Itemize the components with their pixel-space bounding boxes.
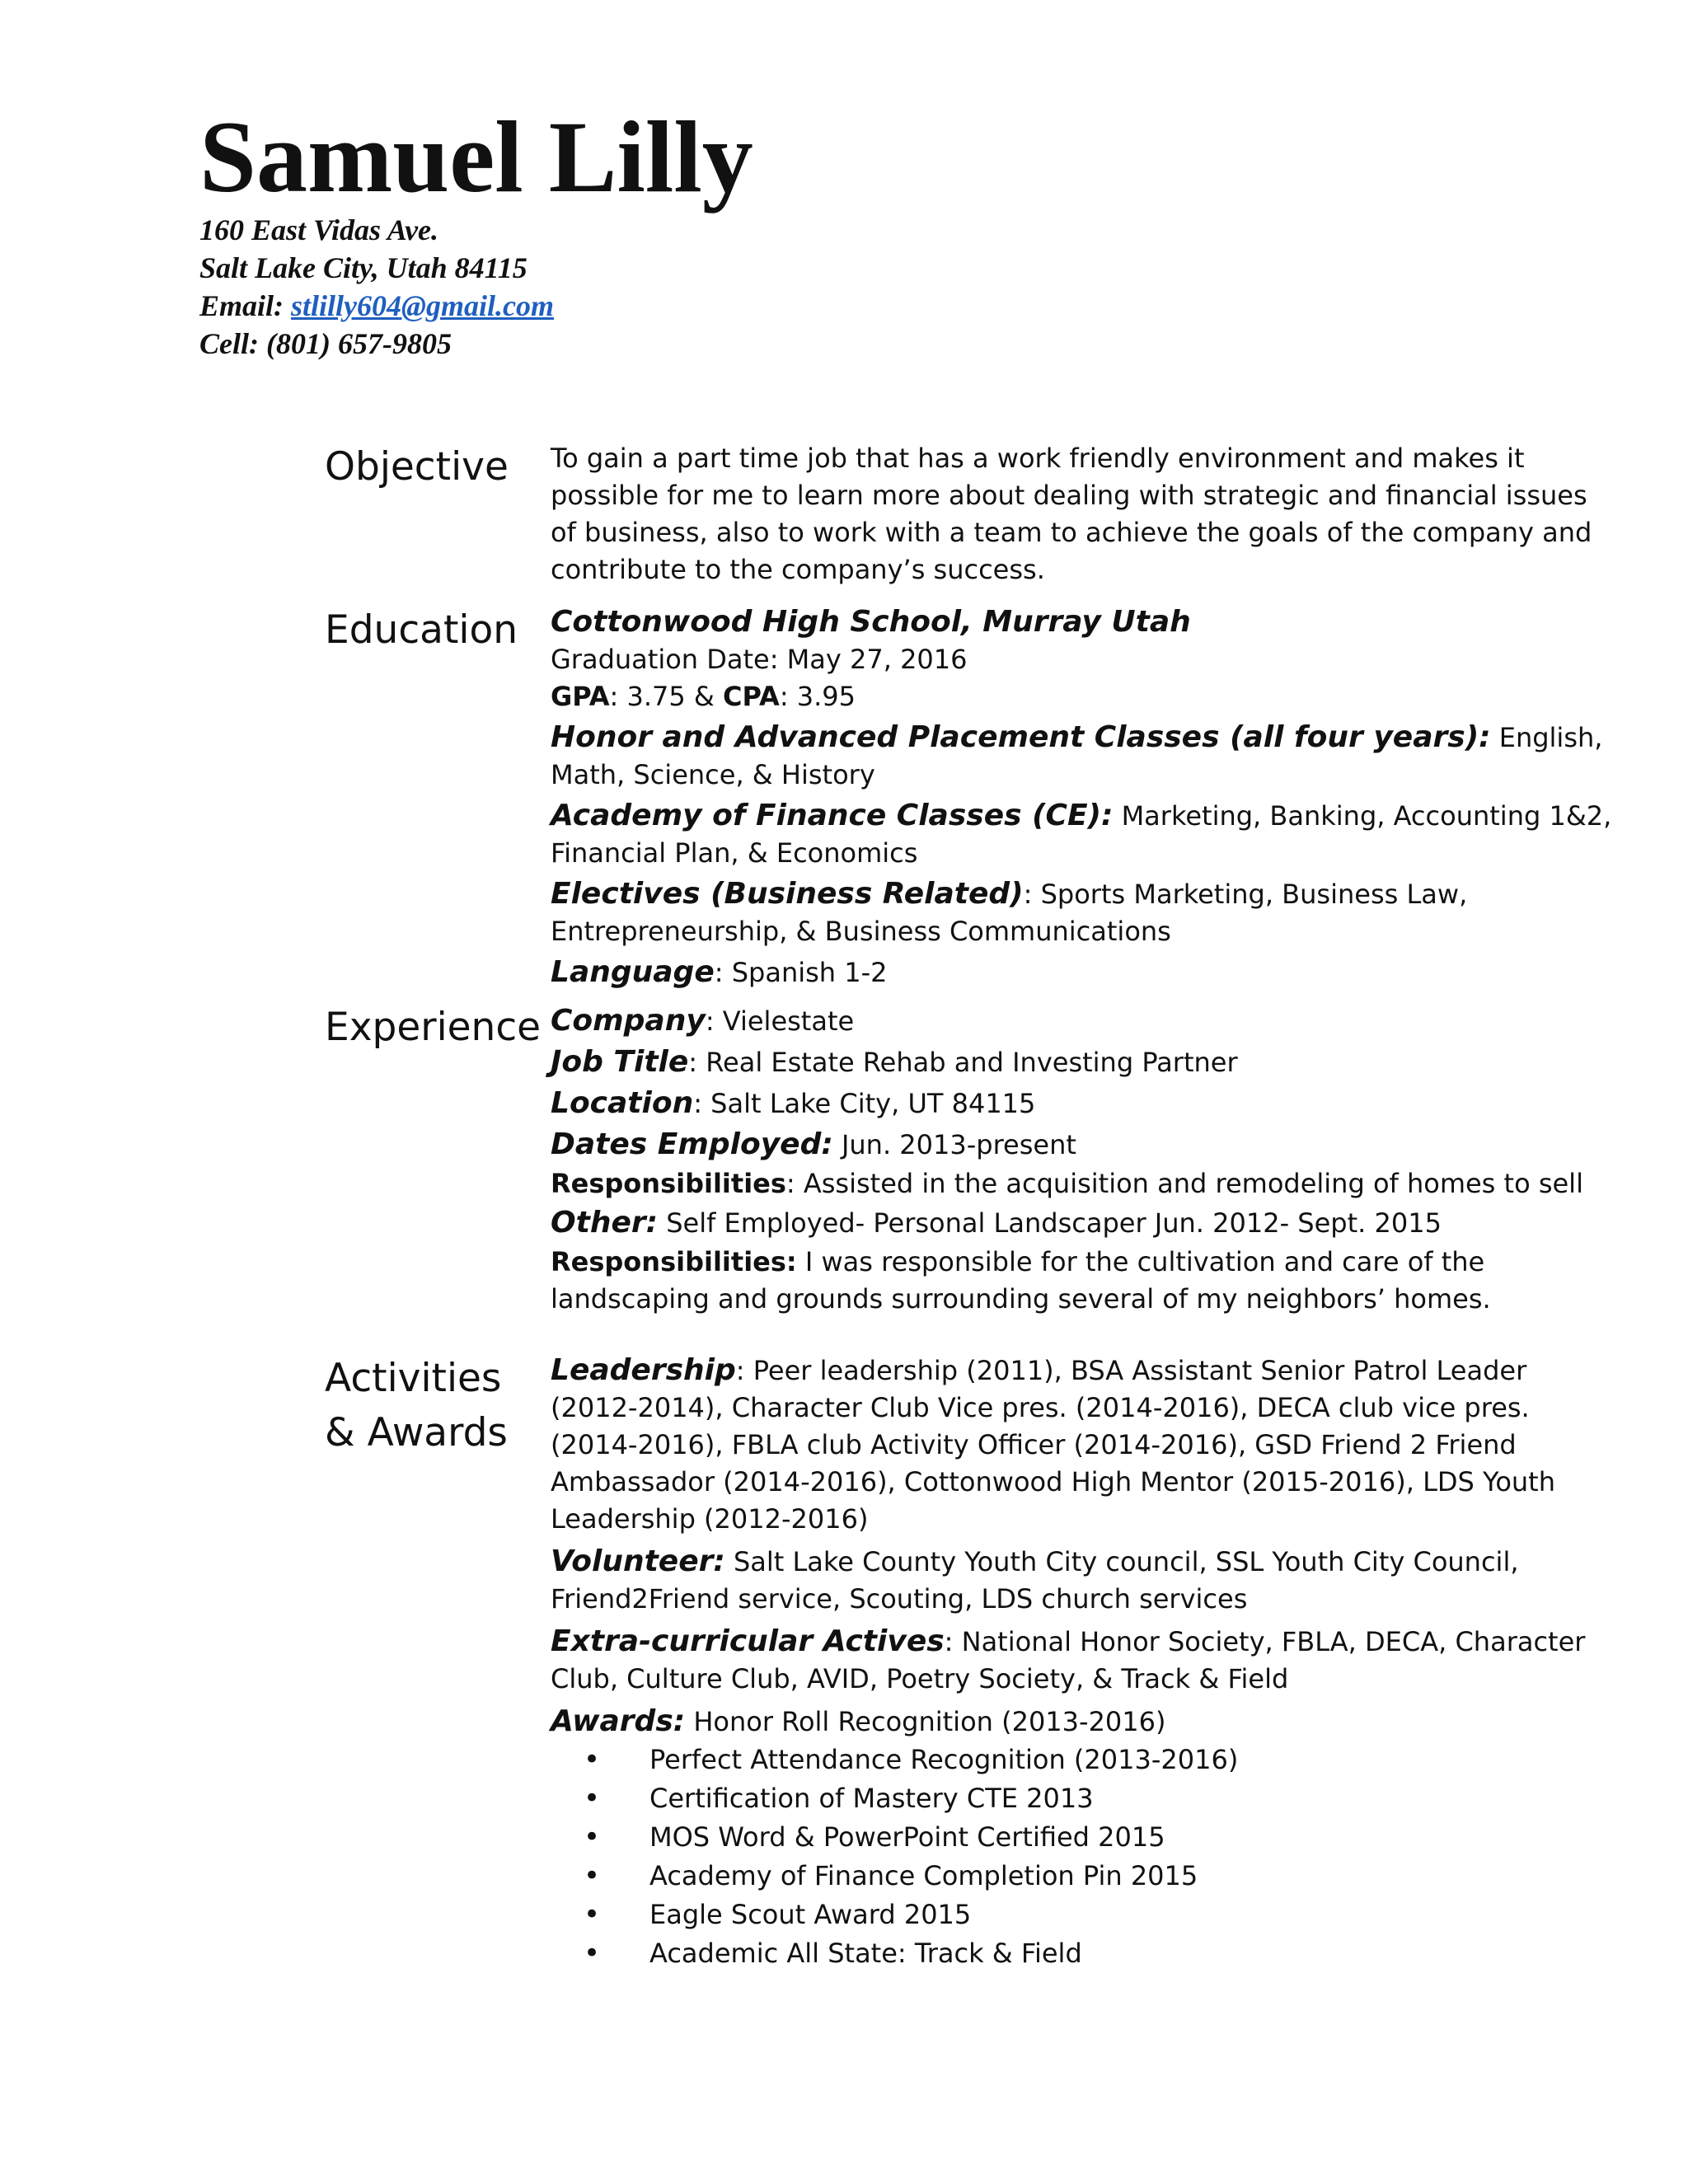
other-line	[551, 1202, 1614, 1244]
award-item: • Perfect Attendance Recognition (2013-2016)	[551, 1741, 1614, 1779]
aof-value: Marketing, Banking, Accounting 1&2, Financial Plan, & Economics	[551, 800, 1612, 869]
responsibilities-2-label: Responsibilities:	[551, 1246, 797, 1277]
extracurricular-value: : National Honor Society, FBLA, DECA, Character Club, Culture Club, AVID, Poetry Society, & Track & Field	[551, 1626, 1586, 1694]
award-item: • Academy of Finance Completion Pin 2015	[551, 1857, 1614, 1896]
education-body	[551, 603, 1614, 991]
electives-line	[551, 875, 1614, 950]
leadership-label: Leadership	[551, 1353, 736, 1387]
jobtitle-value: : Real Estate Rehab and Investing Partner	[688, 1047, 1238, 1078]
award-item: • Certification of Mastery CTE 2013	[551, 1779, 1614, 1818]
section-title-activities-line-2: & Awards	[325, 1410, 508, 1455]
contact-info	[199, 211, 753, 363]
honors-line	[551, 719, 1614, 794]
email-label: Email:	[199, 289, 284, 322]
location-label: Location	[551, 1086, 694, 1120]
section-title-objective: Objective	[325, 444, 509, 490]
cell-line: Cell: (801) 657-9805	[199, 327, 452, 360]
gpa-line	[551, 678, 1614, 715]
applicant-name: Samuel Lilly	[199, 101, 753, 213]
leadership-line	[551, 1352, 1614, 1538]
other-value: Self Employed- Personal Landscaper Jun. 2012- Sept. 2015	[658, 1207, 1442, 1239]
section-title-education: Education	[325, 607, 518, 653]
volunteer-label: Volunteer:	[551, 1544, 725, 1578]
cpa-label: CPA	[723, 681, 780, 712]
award-item: • Academic All State: Track & Field	[551, 1934, 1614, 1973]
dates-label: Dates Employed:	[551, 1127, 833, 1161]
jobtitle-line	[551, 1042, 1614, 1083]
location-line	[551, 1083, 1614, 1124]
language-value: : Spanish 1-2	[714, 957, 888, 988]
company-line	[551, 1001, 1614, 1042]
activities-body	[551, 1352, 1614, 1973]
section-title-experience: Experience	[325, 1005, 542, 1050]
address-line-2: Salt Lake City, Utah 84115	[199, 251, 528, 284]
extracurricular-line	[551, 1623, 1614, 1698]
company-label: Company	[551, 1004, 706, 1038]
section-title-activities-line-1: Activities	[325, 1356, 502, 1401]
award-item: • Eagle Scout Award 2015	[551, 1896, 1614, 1934]
other-label: Other:	[551, 1206, 659, 1240]
aof-label: Academy of Finance Classes (CE):	[551, 799, 1114, 832]
electives-label: Electives (Business Related)	[551, 877, 1024, 911]
volunteer-line	[551, 1543, 1614, 1618]
resume-header	[199, 101, 753, 363]
email-link[interactable]: stlilly604@gmail.com	[291, 289, 554, 322]
dates-line	[551, 1124, 1614, 1165]
gpa-label: GPA	[551, 681, 610, 712]
location-value: : Salt Lake City, UT 84115	[693, 1088, 1036, 1119]
award-item: • MOS Word & PowerPoint Certified 2015	[551, 1818, 1614, 1857]
honors-value: English, Math, Science, & History	[551, 722, 1603, 790]
jobtitle-label: Job Title	[551, 1045, 689, 1079]
graduation-date: Graduation Date: May 27, 2016	[551, 644, 968, 675]
leadership-value: : Peer leadership (2011), BSA Assistant Senior Patrol Leader (2012-2014), Character Club Vice pres. (2014-2016), DECA club vice pres. (2014-2016), FBLA club Activity Officer (2014-2016), GSD Friend 2 Friend Ambassador (2014-2016), Cottonwood High Mentor (2015-2016), LDS Youth Leadership (2012-2016)	[551, 1355, 1555, 1535]
responsibilities-2-value: I was responsible for the cultivation and care of the landscaping and grounds surrounding several of my neighbors’ homes.	[551, 1246, 1491, 1315]
gpa-value: : 3.75 &	[609, 681, 724, 712]
dates-value: Jun. 2013-present	[832, 1129, 1076, 1160]
experience-body	[551, 1001, 1614, 1318]
cpa-value: : 3.95	[779, 681, 856, 712]
responsibilities-1-line	[551, 1165, 1614, 1202]
responsibilities-1-label: Responsibilities	[551, 1168, 786, 1199]
company-value: : Vielestate	[705, 1005, 855, 1037]
awards-value: Honor Roll Recognition (2013-2016)	[685, 1706, 1166, 1737]
responsibilities-1-value: : Assisted in the acquisition and remodeling of homes to sell	[785, 1168, 1583, 1199]
language-label: Language	[551, 955, 715, 989]
objective-text: To gain a part time job that has a work friendly environment and makes it possible for me to learn more about dealing with strategic and financial issues of business, also to work with a team to achieve the goals of the company and contribute to the company’s success.	[551, 443, 1592, 585]
responsibilities-2-line	[551, 1244, 1614, 1318]
volunteer-value: Salt Lake County Youth City council, SSL Youth City Council, Friend2Friend service, Scouting, LDS church services	[551, 1546, 1519, 1615]
objective-body	[551, 440, 1614, 588]
section-title-activities	[325, 1352, 539, 1460]
school-name: Cottonwood High School, Murray Utah	[551, 605, 1191, 639]
extracurricular-label: Extra-curricular Actives	[551, 1624, 945, 1658]
awards-list	[551, 1741, 1614, 1973]
awards-line	[551, 1703, 1614, 1741]
honors-label: Honor and Advanced Placement Classes (all four years):	[551, 720, 1491, 754]
email-line	[199, 287, 753, 325]
aof-line	[551, 797, 1614, 872]
address-line-1: 160 East Vidas Ave.	[199, 213, 439, 246]
awards-label: Awards:	[551, 1704, 686, 1738]
language-line	[551, 954, 1614, 991]
electives-value: : Sports Marketing, Business Law, Entrepreneurship, & Business Communications	[551, 879, 1468, 947]
